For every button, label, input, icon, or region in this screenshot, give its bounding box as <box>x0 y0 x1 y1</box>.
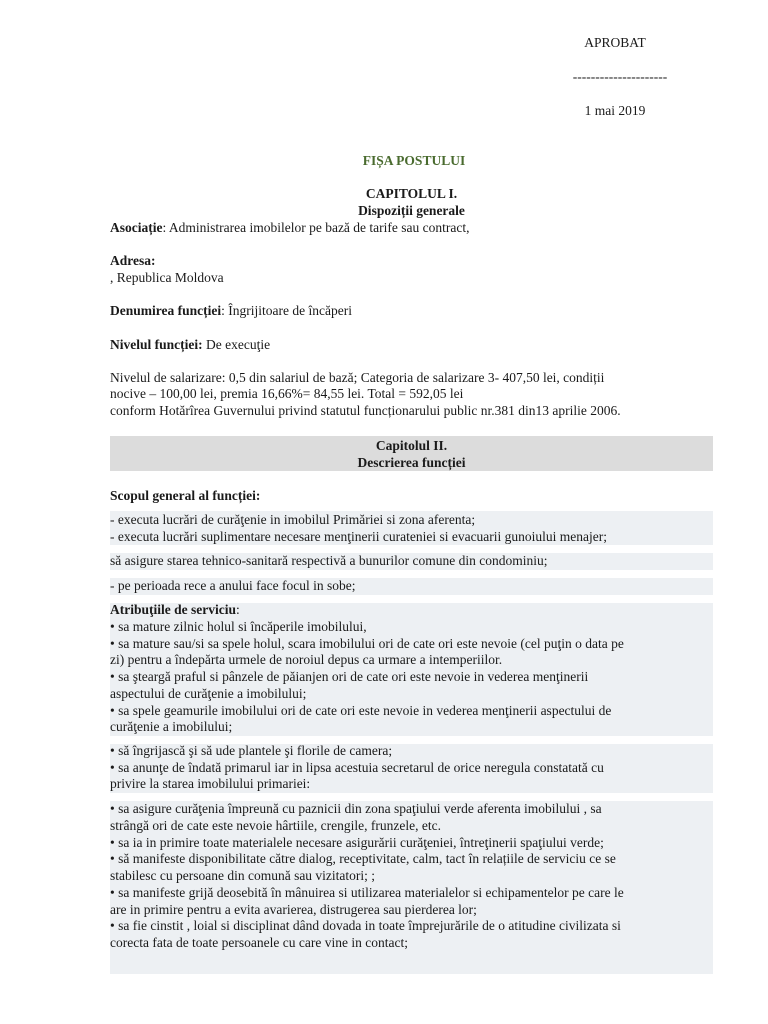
duty-line: • sa ia in primire toate materialele necesare asigurării curăţeniei, întreţinerii spaţiului verde; <box>110 835 604 850</box>
duty-line: aspectului de curăţenie a imobilului; <box>110 686 307 701</box>
duty-line: are in primire pentru a evita avarierea, distrugerea sau pierderea lor; <box>110 902 477 917</box>
duty-line: • sa anunţe de îndată primarul iar in lipsa acestuia secretarul de orice neregula constatată cu <box>110 760 604 775</box>
duty-line: • sa manifeste grijă deosebită în mânuirea si utilizarea materialelor si echipamentelor pe care le <box>110 885 624 900</box>
duty-line: • să manifeste disponibilitate către dialog, receptivitate, calm, tact în relațiile de serviciu ce se <box>110 851 616 866</box>
scope-line: - pe perioada rece a anului face focul in sobe; <box>110 578 356 593</box>
duty-line: • sa spele geamurile imobilului ori de cate ori este nevoie in vederea menţinerii aspectului de <box>110 703 612 718</box>
scope-line: să asigure starea tehnico-sanitară respectivă a bunurilor comune din condominiu; <box>110 553 548 568</box>
chapter2-heading: Capitolul II. <box>375 438 448 453</box>
duty-line: • sa şteargă praful si pânzele de păianjen ori de cate ori este nevoie in vederea menţinerii <box>110 669 589 684</box>
scope-line: - executa lucrări de curăţenie in imobilul Primăriei si zona aferenta; <box>110 512 476 527</box>
duties-heading <box>110 602 240 618</box>
adresa-value: , Republica Moldova <box>110 270 224 285</box>
adresa-label: Adresa: <box>110 253 156 268</box>
duty-line: stabilesc cu persoane din comună sau vizitatori; ; <box>110 868 376 883</box>
duty-line: • sa mature sau/si sa spele holul, scara imobilului ori de cate ori este nevoie (cel puţin o data pe <box>110 636 624 651</box>
salary-line: nocive – 100,00 lei, premia 16,66%= 84,55 lei. Total = 592,05 lei <box>110 386 464 401</box>
band-gap <box>110 570 713 578</box>
duty-line: • sa asigure curăţenia împreună cu paznicii din zona spaţiului verde aferenta imobilului , sa <box>110 801 602 816</box>
nivel-row <box>110 337 270 353</box>
band-gap <box>110 793 713 801</box>
duty-line: strângă ori de cate este nevoie hârtiile, crengile, frunzele, etc. <box>110 818 441 833</box>
approval-label: APROBAT <box>584 35 646 50</box>
functie-row <box>110 303 352 319</box>
band-gap <box>110 545 713 553</box>
salary-line: Nivelul de salarizare: 0,5 din salariul de bază; Categoria de salarizare 3- 407,50 lei, condiții <box>110 370 605 385</box>
scope-line: - executa lucrări suplimentare necesare menţinerii curateniei si evacuarii gunoiului menajer; <box>110 529 608 544</box>
duties-colon: : <box>235 602 240 617</box>
duty-line: corecta fata de toate persoanele cu care vine in contact; <box>110 935 408 950</box>
scope-label: Scopul general al funcției: <box>110 488 261 503</box>
salary-line: conform Hotărîrea Guvernului privind statutul funcționarului public nr.381 din13 aprilie 2006. <box>110 403 621 418</box>
asociatie-value: : Administrarea imobilelor pe bază de tarife sau contract, <box>162 220 470 235</box>
duty-line: zi) pentru a îndepărta urmele de noroiul depus ca urmare a intemperiilor. <box>110 652 503 667</box>
chapter2-subheading: Descrierea funcției <box>357 455 466 470</box>
functie-value: : Îngrijitoare de încăperi <box>221 303 352 318</box>
duty-line: • să îngrijască şi să ude plantele şi florile de camera; <box>110 743 393 758</box>
page-title: FIȘA POSTULUI <box>362 153 466 168</box>
duty-line: privire la starea imobilului primariei: <box>110 776 311 791</box>
signature-line: --------------------- <box>572 69 668 84</box>
duty-line: curăţenie a imobilului; <box>110 719 233 734</box>
asociatie-label: Asociație <box>110 220 163 235</box>
functie-label: Denumirea funcției <box>110 303 222 318</box>
asociatie-row <box>110 220 469 236</box>
nivel-value: De execuţie <box>202 337 271 352</box>
approval-date: 1 mai 2019 <box>584 103 646 118</box>
duties-label: Atribuţiile de serviciu <box>110 602 236 617</box>
duty-line: • sa mature zilnic holul si încăperile imobilului, <box>110 619 367 634</box>
chapter1-heading: CAPITOLUL I. <box>365 186 458 201</box>
chapter1-subheading: Dispoziții generale <box>358 203 465 218</box>
nivel-label: Nivelul funcției: <box>110 337 203 352</box>
duty-line: • sa fie cinstit , loial si disciplinat dând dovada in toate împrejurările de o atitudine civilizata si <box>110 918 621 933</box>
